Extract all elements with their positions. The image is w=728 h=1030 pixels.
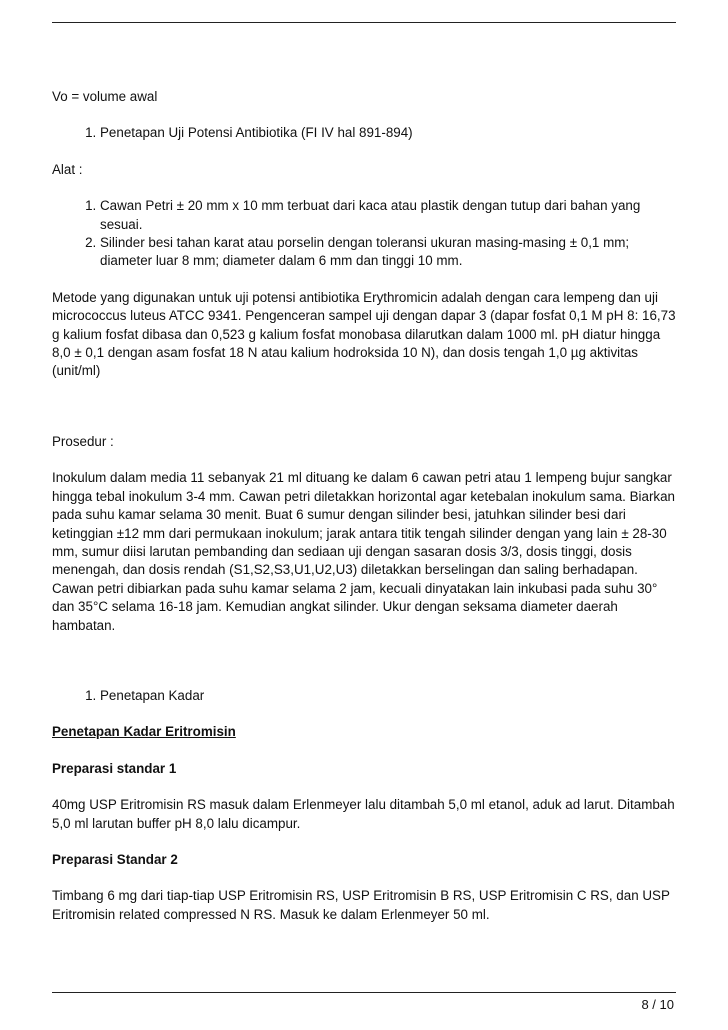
list-item: 1. Penetapan Kadar [100,687,680,705]
prosedur-paragraph: Inokulum dalam media 11 sebanyak 21 ml dituang ke dalam 6 cawan petri atau 1 lempeng bujur sangkar hingga tebal inokulum 3-4 mm. Cawan petri diletakkan horizontal agar ketebalan inokulum sama. Biarkan pada suhu kamar selama 30 menit. Buat 6 sumur dengan silinder besi, jatuhkan silinder besi dari ketinggian ±12 mm dari permukaan inokulum; jarak antara titik tengah silinder dengan yang lain ± 28-30 mm, sumur diisi larutan pembanding dan sediaan uji dengan sasaran dosis 3/3, dosis tinggi, dosis menengah, dan dosis rendah (S1,S2,S3,U1,U2,U3) diletakkan berselingan dan saling berhadapan. Cawan petri dibiarkan pada suhu kamar selama 2 jam, kecuali dinyatakan lain inkubasi pada suhu 30° dan 35°C selama 16-18 jam. Kemudian angkat silinder. Ukur dengan seksama diameter daerah hambatan. [52,470,676,633]
section-list-2 [52,687,680,705]
heading-standar-2: Preparasi Standar 2 [52,851,178,867]
heading-standar-1: Preparasi standar 1 [52,760,177,776]
list-item: 1. Cawan Petri ± 20 mm x 10 mm terbuat dari kaca atau plastik dengan tutup dari bahan yang sesuai. [100,197,680,234]
heading-penetapan-kadar: Penetapan Kadar Eritromisin [52,724,236,740]
list-item: 1. Penetapan Uji Potensi Antibiotika (FI IV hal 891-894) [100,124,680,142]
vo-definition: Vo = volume awal [52,89,158,104]
page-number: 8 / 10 [641,997,674,1012]
list-item: 2. Silinder besi tahan karat atau porselin dengan toleransi ukuran masing-masing ± 0,1 mm; diameter luar 8 mm; diameter dalam 6 mm dan tinggi 10 mm. [100,234,680,271]
standar-1-paragraph: 40mg USP Eritromisin RS masuk dalam Erlenmeyer lalu ditambah 5,0 ml etanol, aduk ad larut. Ditambah 5,0 ml larutan buffer pH 8,0 lalu dicampur. [52,797,675,831]
header-rule [52,22,676,23]
alat-list [52,197,680,271]
section-list-1 [52,124,680,142]
metode-paragraph: Metode yang digunakan untuk uji potensi antibiotika Erythromicin adalah dengan cara lempeng dan uji micrococcus luteus ATCC 9341. Pengenceran sampel uji dengan dapar 3 (dapar fosfat 0,1 M pH 8: 16,73 g kalium fosfat dibasa dan 0,523 g kalium fosfat monobasa dilarutkan dalam 1000 ml. pH diatur hingga 8,0 ± 0,1 dengan asam fosfat 18 N atau kalium hodroksida 10 N), dan dosis tengah 1,0 µg aktivitas (unit/ml) [52,289,676,379]
document-body [52,88,680,924]
prosedur-label: Prosedur : [52,433,114,449]
alat-label: Alat : [52,161,83,177]
standar-2-paragraph: Timbang 6 mg dari tiap-tiap USP Eritromisin RS, USP Eritromisin B RS, USP Eritromisin C RS, dan USP Eritromisin related compressed N RS. Masuk ke dalam Erlenmeyer 50 ml. [52,888,670,922]
footer-rule [52,992,676,993]
